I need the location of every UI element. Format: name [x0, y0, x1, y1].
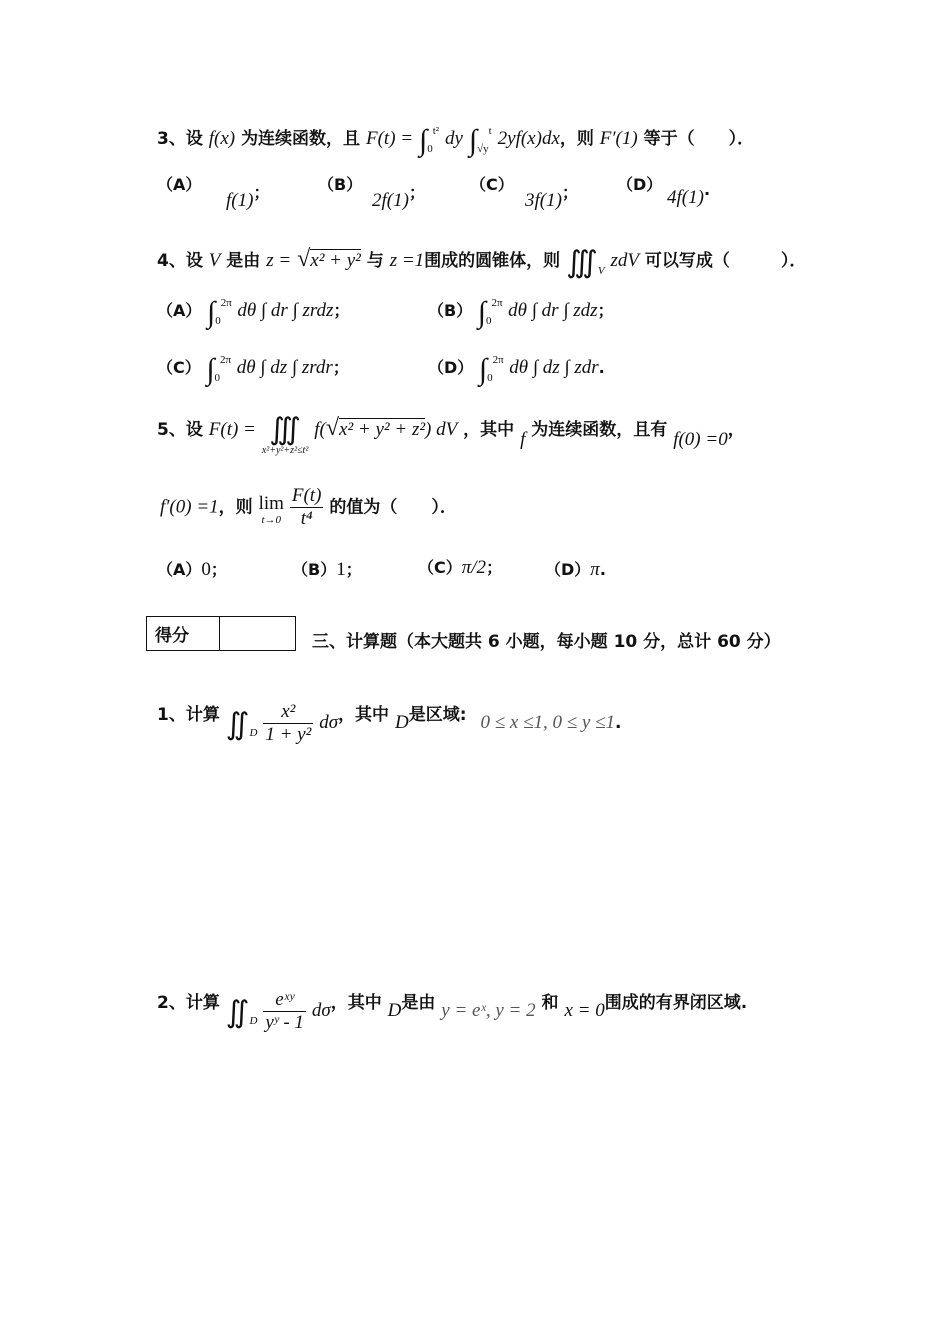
q4-option-d: （D） $\int_0^{2\pi}$ dθ ∫ dz ∫ zdr.	[428, 353, 605, 386]
c1-dsigma: dσ	[319, 712, 339, 733]
integral-sign: ∫	[468, 124, 478, 157]
q3-option-d-expr: 4f(1).	[667, 180, 711, 208]
question-3: 3、设 f(x) 为连续函数，且 $F(t) = \int_0^{t^2}$ dy $\int_{√y}^t$ 2yf(x)dx，则 F′(1) 等于（ ）．	[157, 124, 755, 157]
calc-2: 2、计算 $∬_D$ $\frac{\text{eˣʸ}}{\text{yʸ - 1}}$ dσ，其中 D是由 y = eˣ, y = 2 和 x = 0围成的有界闭区域.	[157, 988, 748, 1033]
q3-option-d: （D）	[617, 175, 663, 194]
q4-text1: 是由	[226, 251, 261, 271]
c2-x0: x = 0	[564, 1000, 605, 1021]
section-title: 三、计算题（本大题共 6 小题，每小题 10 分，总计 60 分）	[312, 632, 781, 652]
triple-integral-sign: ∭	[566, 246, 598, 279]
score-label: 得分	[147, 617, 220, 650]
q3-fx: f(x)	[208, 128, 236, 149]
q3-option-b-expr: 2f(1)；	[372, 183, 425, 211]
question-4: 4、设 V 是由 z = √x² + y² 与 z =1围成的圆锥体，则 $∭_V$ zdV 可以写成（ ）．	[157, 246, 807, 279]
q3-option-c: （C）	[470, 175, 514, 194]
c1-D: D	[394, 712, 409, 733]
c2-text2: 是由	[401, 993, 436, 1013]
c1-text2: 是区域:	[408, 705, 467, 725]
q3-dy: dy	[445, 128, 463, 149]
c1-end: .	[615, 713, 622, 733]
c2-curves: y = eˣ, y = 2	[441, 1000, 536, 1021]
q4-option-b: （B） $\int_0^{2\pi}$ dθ ∫ dr ∫ zdz；	[428, 296, 614, 329]
q3-text3: 等于（ ）．	[643, 129, 755, 149]
c2-number: 2、计算	[157, 993, 220, 1013]
question-5-line2	[160, 485, 457, 530]
q4-option-c: （C） $\int_0^{2\pi}$ dθ ∫ dz ∫ zrdr；	[157, 353, 349, 386]
q5-fraction: $\frac{F(t)}{\text{t⁴}}$	[291, 485, 322, 529]
q3-option-b: （B）	[318, 175, 363, 194]
c1-region: 0 ≤ x ≤1, 0 ≤ y ≤1	[480, 712, 616, 733]
score-field[interactable]	[220, 617, 295, 650]
q3-integrand: 2yf(x)dx	[497, 128, 560, 149]
q4-text3: 围成的圆锥体，则	[424, 251, 561, 271]
q4-V: V	[208, 250, 221, 271]
q4-radicand: x² + y²	[310, 250, 361, 271]
q4-z2: z =1	[389, 250, 425, 271]
integral-sign: ∫	[419, 124, 428, 157]
q5-f: f(	[314, 419, 326, 440]
q5-fname: f	[520, 429, 526, 450]
q4-text4: 可以写成（ ）．	[644, 251, 807, 271]
c2-text1: ，其中	[330, 993, 382, 1013]
c2-dsigma: dσ	[311, 1000, 331, 1021]
q5-Ft: F(t) =	[208, 419, 256, 440]
q5-option-d: （D）π.	[545, 559, 606, 580]
q3-text2: ，则	[559, 129, 594, 149]
double-integral-sign: ∬	[225, 708, 250, 741]
calc-1: 1、计算 $∬_D$ $\frac{\text{x²}}{\text{1 + y²}}$ dσ，其中 D是区域: 0 ≤ x ≤1, 0 ≤ y ≤1.	[157, 700, 622, 745]
q5-number: 5、设	[157, 420, 203, 440]
q5-f0: f(0) =0	[673, 429, 728, 450]
q3-option-a-expr: f(1)；	[226, 183, 270, 211]
c2-text4: 围成的有界闭区域.	[604, 993, 748, 1013]
q5-text3: ，则	[218, 497, 253, 518]
c2-D: D	[387, 1000, 402, 1021]
c1-fraction: $\frac{\text{x²}}{\text{1 + y²}}$	[265, 700, 312, 745]
q3-option-a: （A）	[157, 175, 202, 194]
c1-text1: ，其中	[338, 705, 390, 725]
q4-z1: z =	[266, 250, 292, 271]
q5-text1: ，其中	[463, 420, 515, 440]
q3-text1: 为连续函数，且	[241, 129, 361, 149]
q4-number: 4、设	[157, 251, 203, 271]
q3-option-c-expr: 3f(1)；	[525, 183, 578, 211]
q5-lim: lim	[258, 492, 284, 514]
double-integral-sign: ∬	[225, 996, 250, 1029]
q3-Fprime: F′(1)	[599, 128, 638, 149]
q5-region: x²+y²+z²≤t²	[261, 445, 309, 456]
triple-integral-sign: ∭	[269, 413, 301, 446]
q4-integrand: zdV	[610, 250, 639, 271]
q4-option-a: （A） $\int_0^{2\pi}$ dθ ∫ dr ∫ zrdz；	[157, 296, 350, 329]
q5-option-c: （C）π/2；	[418, 557, 503, 578]
q5-lim-sub: t→0	[261, 513, 282, 526]
q5-text2: 为连续函数，且有	[531, 420, 668, 440]
q5-dv: ) dV	[425, 419, 458, 440]
q5-radicand: x² + y² + z²	[339, 419, 426, 440]
q5-fprime: f′(0) =1	[160, 496, 219, 518]
q5-text4: 的值为（ ）．	[329, 497, 457, 518]
q5-comma: ，	[727, 420, 745, 440]
c1-number: 1、计算	[157, 705, 220, 725]
score-box	[146, 616, 296, 651]
c2-text3: 和	[541, 993, 559, 1013]
q3-number: 3、设	[157, 129, 203, 149]
q4-text2: 与	[366, 251, 384, 271]
question-5: 5、设 F(t) = ∭ x²+y²+z²≤t² f(√x² + y² + z²) dV ，其中 f 为连续函数，且有 f(0) =0，	[157, 413, 745, 456]
q5-option-b: （B）1；	[292, 559, 362, 580]
q3-Ft: F(t) =	[365, 128, 414, 149]
c2-fraction: $\frac{\text{eˣʸ}}{\text{yʸ - 1}}$	[265, 988, 304, 1033]
q5-option-a: （A）0；	[157, 559, 227, 580]
